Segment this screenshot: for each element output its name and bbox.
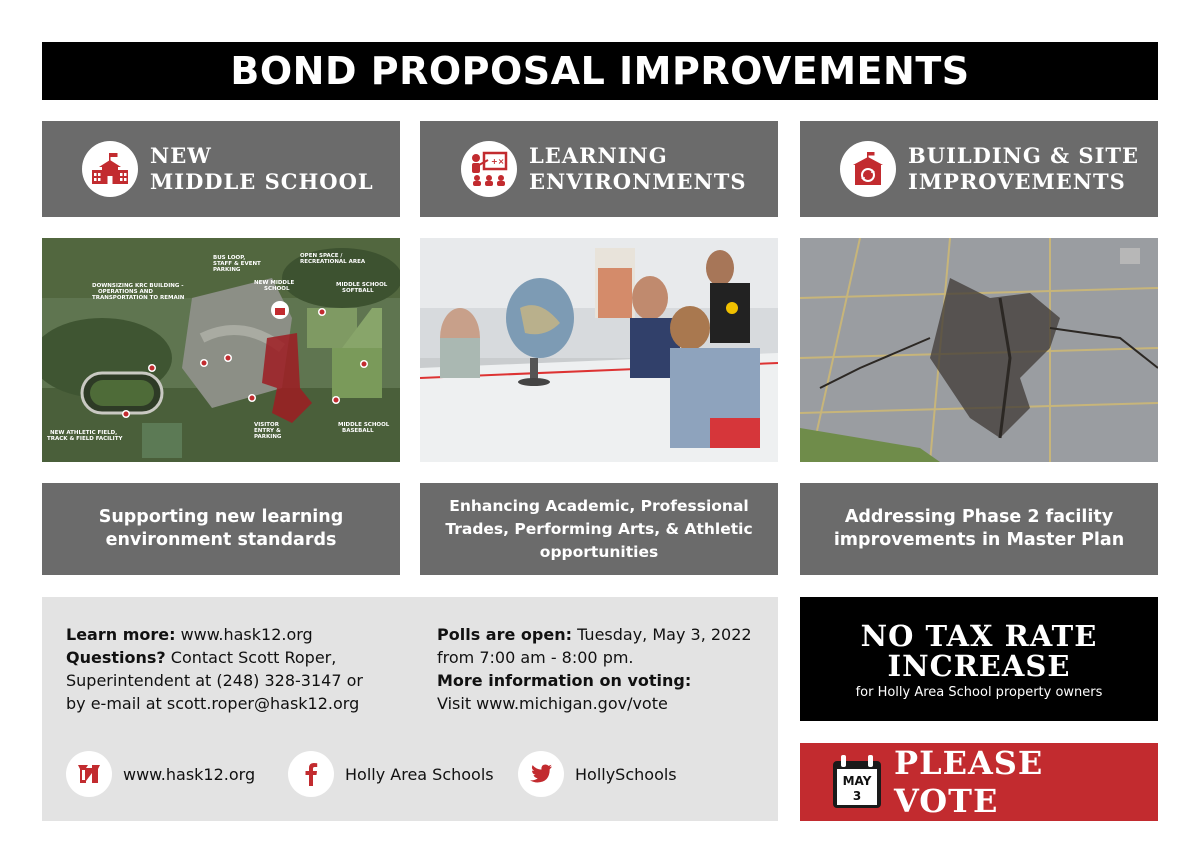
please-vote-banner	[800, 743, 1158, 821]
map-label: BUS LOOP,	[213, 255, 246, 261]
voting-info-link[interactable]: Visit www.michigan.gov/vote	[437, 694, 668, 713]
questions-text: Contact Scott Roper,	[170, 648, 337, 667]
map-label: PARKING	[254, 434, 282, 440]
map-label: STAFF & EVENT	[213, 261, 261, 267]
map-label: TRACK & FIELD FACILITY	[47, 436, 123, 442]
map-label: BASEBALL	[342, 428, 374, 434]
category-title-line1: BUILDING & SITE	[908, 143, 1140, 168]
social-label: www.hask12.org	[123, 764, 256, 784]
caption-line: improvements in Master Plan	[833, 530, 1125, 550]
no-tax-line1: NO TAX RATE	[860, 619, 1098, 653]
polls-hours: from 7:00 am - 8:00 pm.	[437, 648, 634, 667]
no-tax-subtitle: for Holly Area School property owners	[855, 685, 1103, 700]
caption-line: Trades, Performing Arts, & Athletic	[445, 519, 753, 538]
social-label: Holly Area Schools	[345, 764, 494, 784]
no-tax-line2: INCREASE	[887, 649, 1071, 683]
map-label: SCHOOL	[264, 286, 290, 292]
caption-new-middle-school	[42, 483, 400, 575]
caption-line: Enhancing Academic, Professional	[449, 496, 749, 515]
caption-line: Supporting new learning	[98, 507, 344, 527]
polls-label: Polls are open:	[437, 625, 572, 644]
school-building-icon	[82, 141, 138, 197]
contact-column	[66, 623, 363, 715]
map-label: TRANSPORTATION TO REMAIN	[92, 295, 185, 301]
map-label: MIDDLE SCHOOL	[338, 422, 390, 428]
info-panel	[42, 597, 778, 821]
category-title-line2: MIDDLE SCHOOL	[150, 169, 374, 194]
cracked-pavement-photo	[800, 238, 1158, 462]
caption-building-site	[800, 483, 1158, 575]
please-vote-label: PLEASE VOTE	[894, 744, 1044, 820]
category-title-line1: LEARNING	[529, 143, 668, 168]
questions-line2: Superintendent at (248) 328-3147 or	[66, 671, 363, 690]
classroom-teacher-icon	[461, 141, 517, 197]
caption-line: Addressing Phase 2 facility	[844, 507, 1114, 527]
classroom-photo	[420, 238, 778, 462]
social-twitter[interactable]	[518, 751, 677, 797]
questions-label: Questions?	[66, 648, 166, 667]
caption-line: environment standards	[105, 530, 337, 550]
category-title-line1: NEW	[150, 143, 212, 168]
school-logo-icon	[66, 751, 112, 797]
questions-line3: by e-mail at scott.roper@hask12.org	[66, 694, 360, 713]
map-label: OPERATIONS AND	[98, 289, 153, 295]
category-title-line2: IMPROVEMENTS	[908, 169, 1126, 194]
map-label: PARKING	[213, 267, 241, 273]
map-label: MIDDLE SCHOOL	[336, 282, 388, 288]
map-label: DOWNSIZING KRC BUILDING -	[92, 283, 184, 289]
twitter-icon	[518, 751, 564, 797]
learn-more-label: Learn more:	[66, 625, 176, 644]
caption-learning-environments	[420, 483, 778, 575]
map-label: VISITOR	[254, 422, 279, 428]
map-label: ENTRY &	[254, 428, 281, 434]
calendar-day: 3	[852, 789, 862, 803]
map-label: SOFTBALL	[342, 288, 374, 294]
category-new-middle-school	[42, 121, 400, 217]
caption-line: opportunities	[539, 542, 659, 561]
svg-text:+×: +×	[491, 157, 505, 166]
social-website[interactable]	[66, 751, 255, 797]
category-learning-environments	[420, 121, 778, 217]
learn-more-link[interactable]: www.hask12.org	[180, 625, 313, 644]
no-tax-increase-box	[800, 597, 1158, 721]
polls-column	[437, 623, 752, 715]
polls-date: Tuesday, May 3, 2022	[577, 625, 752, 644]
site-plan-map	[42, 238, 400, 462]
map-label: NEW MIDDLE	[254, 280, 295, 286]
category-title-line2: ENVIRONMENTS	[529, 169, 747, 194]
facebook-icon	[288, 751, 334, 797]
map-label: NEW ATHLETIC FIELD,	[50, 430, 118, 436]
map-label: OPEN SPACE /	[300, 253, 343, 259]
page-title: BOND PROPOSAL IMPROVEMENTS	[42, 42, 1158, 100]
building-renovation-icon	[840, 141, 896, 197]
more-info-label: More information on voting:	[437, 671, 692, 690]
social-facebook[interactable]	[288, 751, 494, 797]
social-label: HollySchools	[575, 764, 677, 784]
calendar-icon	[832, 755, 882, 809]
category-building-site-improvements	[800, 121, 1158, 217]
calendar-month: MAY	[842, 774, 872, 788]
map-label: RECREATIONAL AREA	[300, 259, 366, 265]
